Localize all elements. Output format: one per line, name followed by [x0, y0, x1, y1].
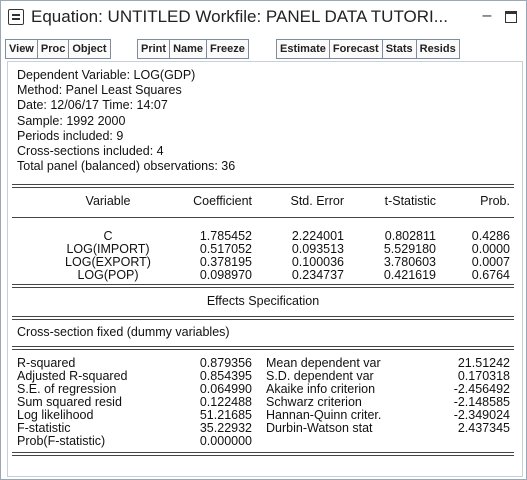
stat-label: Hannan-Quinn criter. [266, 408, 382, 422]
method-line: Method: Panel Least Squares [17, 83, 182, 98]
output-pane[interactable] [7, 61, 523, 477]
stat-value: 35.22932 [199, 421, 252, 435]
periods-line: Periods included: 9 [17, 128, 124, 143]
stat-value: 0.879356 [199, 356, 252, 370]
table-row-prob: 0.0007 [471, 255, 510, 269]
stats-bottom-rule [12, 452, 514, 456]
table-row-std-error: 0.100036 [291, 255, 344, 269]
stat-value: 0.122488 [199, 395, 252, 409]
cross-sections-line: Cross-sections included: 4 [17, 144, 164, 159]
sample-line: Sample: 1992 2000 [17, 113, 126, 128]
toolbar-group-print [137, 39, 248, 59]
stat-value: -2.148585 [453, 395, 510, 409]
stat-value: 2.437345 [457, 421, 510, 435]
table-row-variable: LOG(POP) [77, 268, 139, 282]
stat-label: Prob(F-statistic) [17, 434, 106, 448]
dependent-variable-line: Dependent Variable: LOG(GDP) [17, 68, 196, 82]
stat-label: Adjusted R-squared [17, 369, 128, 383]
stat-value: 0.854395 [199, 369, 252, 383]
stat-label: R-squared [17, 356, 76, 370]
stat-value: 51.21685 [199, 408, 252, 422]
stat-value: 0.000000 [199, 434, 252, 448]
title-bar[interactable] [1, 1, 526, 37]
stat-label: Durbin-Watson stat [266, 421, 373, 435]
stats-button[interactable]: Stats [382, 39, 417, 59]
table-row-std-error: 2.224001 [291, 229, 344, 243]
stat-value: -2.456492 [453, 382, 510, 396]
table-row-t-statistic: 3.780603 [383, 255, 436, 269]
col-header-variable: Variable [85, 194, 131, 208]
object-button[interactable]: Object [68, 39, 110, 59]
estimate-button[interactable]: Estimate [276, 39, 330, 59]
table-row-t-statistic: 0.802811 [384, 229, 436, 243]
stat-label: Mean dependent var [266, 356, 381, 370]
toolbar-group-estimate [276, 39, 459, 59]
col-header-prob: Prob. [480, 194, 510, 208]
print-button[interactable]: Print [137, 39, 170, 59]
stat-value: 0.064990 [199, 382, 252, 396]
table-row-coefficient: 0.378195 [199, 255, 252, 269]
view-button[interactable]: View [5, 39, 38, 59]
table-row-std-error: 0.093513 [291, 242, 344, 256]
freeze-button[interactable]: Freeze [206, 39, 249, 59]
table-row-t-statistic: 0.421619 [383, 268, 436, 282]
estimation-header [17, 68, 235, 174]
effects-top-rule [12, 284, 514, 288]
table-row-prob: 0.4286 [471, 229, 510, 243]
stat-label: S.D. dependent var [266, 369, 374, 383]
minimize-button[interactable]: – [482, 7, 492, 24]
observations-line: Total panel (balanced) observations: 36 [17, 159, 236, 174]
stat-value: 21.51242 [457, 356, 510, 370]
table-row-coefficient: 1.785452 [199, 229, 252, 243]
stats-top-rule [12, 346, 514, 350]
col-header-t-statistic: t-Statistic [384, 194, 436, 208]
table-row-prob: 0.6764 [471, 268, 510, 282]
table-row-variable: C [103, 229, 113, 243]
stat-label: Sum squared resid [17, 395, 122, 409]
stat-label: Schwarz criterion [266, 395, 362, 409]
table-row-prob: 0.0000 [471, 242, 510, 256]
maximize-icon [505, 11, 517, 23]
toolbar [5, 39, 523, 59]
effects-spec-title: Effects Specification [206, 294, 320, 308]
table-row-variable: LOG(IMPORT) [66, 242, 150, 256]
window-title: Equation: UNTITLED Workfile: PANEL DATA TUTORI... [31, 7, 448, 26]
effects-bottom-rule [12, 316, 514, 320]
forecast-button[interactable]: Forecast [329, 39, 383, 59]
stat-value: -2.349024 [453, 408, 510, 422]
table-row-coefficient: 0.098970 [199, 268, 252, 282]
date-line: Date: 12/06/17 Time: 14:07 [17, 98, 168, 113]
table-row-coefficient: 0.517052 [199, 242, 252, 256]
proc-button[interactable]: Proc [37, 39, 69, 59]
table-row-variable: LOG(EXPORT) [65, 255, 151, 269]
maximize-button[interactable] [499, 5, 521, 27]
name-button[interactable]: Name [169, 39, 207, 59]
resids-button[interactable]: Resids [416, 39, 460, 59]
col-header-coefficient: Coefficient [193, 194, 252, 208]
col-header-std-error: Std. Error [290, 194, 344, 208]
equation-icon [8, 9, 24, 25]
toolbar-group-view [5, 39, 110, 59]
stat-label: Akaike info criterion [266, 382, 376, 396]
table-row-std-error: 0.234737 [291, 268, 344, 282]
stat-value: 0.170318 [457, 369, 510, 383]
stat-label: Log likelihood [17, 408, 94, 422]
stat-label: F-statistic [17, 421, 71, 435]
table-top-rule [12, 184, 514, 188]
effects-spec-text: Cross-section fixed (dummy variables) [17, 325, 230, 339]
stat-label: S.E. of regression [17, 382, 117, 396]
table-row-t-statistic: 5.529180 [383, 242, 436, 256]
table-header-rule [12, 217, 514, 218]
